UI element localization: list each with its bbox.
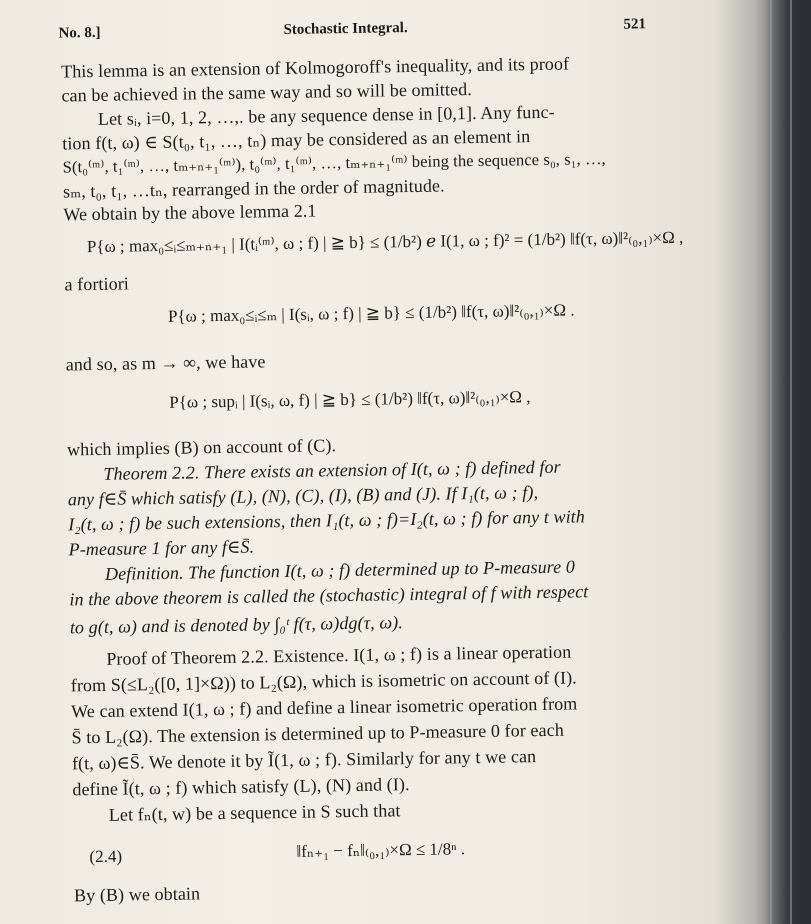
equation-sup-bound: P{ω ; supᵢ | I(sᵢ, ω, f) | ≧ b} ≤ (1/b²) ‖f(τ, ω)‖²₍₀,₁₎×Ω ,	[169, 387, 531, 412]
text-line: We can extend I(1, ω ; f) and define a linear isometric operation from	[71, 693, 578, 722]
theorem-line: Theorem 2.2. There exists an extension of I(t, ω ; f) defined for	[103, 456, 561, 484]
text-line: S̄ to L₂(Ω). The extension is determined up to P-measure 0 for each	[71, 719, 564, 748]
text-line: We obtain by the above lemma 2.1	[63, 200, 317, 225]
equation-lemma-bound: P{ω ; max₀≤ᵢ≤ₘ₊ₙ₊₁ | I(tᵢ⁽ᵐ⁾, ω ; f) | ≧ b} ≤ (1/b²) ℯ I(1, ω ; f)² = (1/b²) ‖f(τ, ω)‖²₍₀,₁₎×Ω ,	[86, 227, 684, 257]
chapter-number: No. 8.]	[58, 24, 101, 42]
text-line: sₘ, t₀, t₁, …tₙ, rearranged in the order of magnitude.	[62, 175, 445, 202]
theorem-line: I₂(t, ω ; f) be such extensions, then I₁(t, ω ; f)=I₂(t, ω ; f) for any t with	[68, 506, 586, 535]
definition-line: Definition. The function I(t, ω ; f) determined up to P-measure 0	[104, 556, 576, 584]
text-line: tion f(t, ω) ∈ S(t₀, t₁, …, tₙ) may be considered as an element in	[62, 126, 531, 154]
definition-line: in the above theorem is called the (stochastic) integral of f with respect	[69, 581, 589, 610]
text-line: which implies (B) on account of (C).	[66, 435, 337, 460]
page-number: 521	[623, 16, 647, 33]
definition-line: to g(t, ω) and is denoted by ∫₀ᵗ f(τ, ω)dg(τ, ω).	[69, 612, 404, 638]
text-line: Let sᵢ, i=0, 1, 2, …,. be any sequence dense in [0,1]. Any func-	[97, 101, 555, 129]
theorem-line: P-measure 1 for any f∈S̄.	[68, 536, 255, 560]
text-line: This lemma is an extension of Kolmogoroff's inequality, and its proof	[60, 53, 570, 82]
equation-label: (2.4)	[89, 846, 123, 867]
text-line: S(t₀⁽ᵐ⁾, t₁⁽ᵐ⁾, …, tₘ₊ₙ₊₁⁽ᵐ⁾), t₀⁽ᵐ⁾, t₁⁽ᵐ⁾, …, tₘ₊ₙ₊₁⁽ᵐ⁾ being the sequence s₀, s₁, …,	[62, 148, 606, 177]
equation-sequence-bound: ‖fₙ₊₁ − fₙ‖₍₀,₁₎×Ω ≤ 1/8ⁿ .	[296, 839, 466, 861]
theorem-line: any f∈S̄ which satisfy (L), (N), (C), (I), (B) and (J). If I₁(t, ω ; f),	[67, 482, 539, 510]
book-page	[28, 0, 772, 924]
text-line: can be achieved in the same way and so will be omitted.	[61, 79, 472, 106]
proof-line: Proof of Theorem 2.2. Existence. I(1, ω ; f) is a linear operation	[106, 641, 572, 669]
text-line: a fortiori	[64, 273, 130, 295]
text-line: define Ĩ(t, ω ; f) which satisfy (L), (N) and (I).	[72, 774, 410, 800]
text-line: and so, as m → ∞, we have	[65, 351, 266, 375]
page-edge-line	[770, 0, 772, 924]
text-line: Let fₙ(t, w) be a sequence in S such that	[108, 800, 401, 825]
running-title: Stochastic Integral.	[283, 20, 408, 38]
text-line: from S(≤L₂([0, 1]×Ω)) to L₂(Ω), which is isometric on account of (I).	[70, 667, 577, 696]
text-line: f(t, ω)∈S̄. We denote it by Ĩ(1, ω ; f). Similarly for any t we can	[71, 746, 537, 774]
page-edge-line	[790, 0, 792, 924]
text-line: By (B) we obtain	[73, 883, 201, 906]
equation-max-bound: P{ω ; max₀≤ᵢ≤ₘ | I(sᵢ, ω ; f) | ≧ b} ≤ (1/b²) ‖f(τ, ω)‖²₍₀,₁₎×Ω .	[167, 300, 575, 326]
